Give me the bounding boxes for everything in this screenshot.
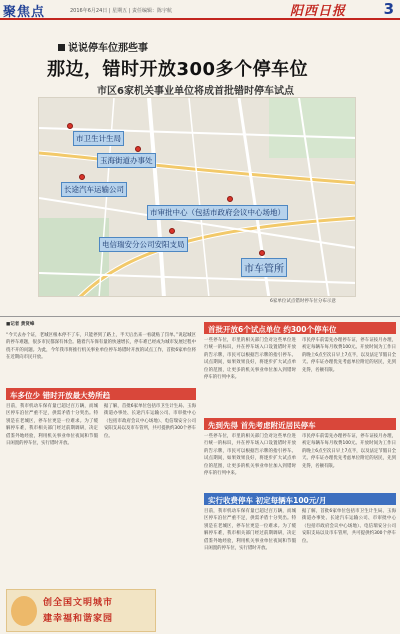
section-heading-1: 车多位少 错时开放最大势所趋 bbox=[6, 388, 196, 400]
body-column-5: 一些停车位，市里的相关部门会对这些单位进行统一的标识，并在停车场入口设置错时开放的告示牌，市民可以根据告示牌的指引停车。试点期间，如果效果良好，将逐步扩大试点单位的范围，让更多的机关事业单位加入到错时停车的行列中来。 bbox=[204, 434, 296, 477]
map-label-health-bureau: 市卫生计生局 bbox=[73, 131, 124, 146]
kicker-text: 说说停车位那些事 bbox=[68, 43, 148, 54]
section-heading-2: 首批开放6个试点单位 约300个停车位 bbox=[204, 322, 396, 334]
map-label-bus-company: 长途汽车运输公司 bbox=[61, 182, 127, 197]
map-pin-icon bbox=[169, 228, 175, 234]
map-pin-icon bbox=[227, 196, 233, 202]
map-label-vehicle-office: 市车管所 bbox=[241, 258, 287, 277]
body-column-4: 市民停车前需先办理停车证，停车证按月办理，初定每辆车每月收费100元。开放时间为工作日的晚上6点至次日早上7点半，以及法定节假日全天。停车证办理优先考虑单位附近的居民，先到先得，名额有限。 bbox=[302, 338, 396, 373]
public-service-ad bbox=[6, 589, 156, 632]
article-deck: 市区6家机关事业单位将成首批错时停车试点 bbox=[97, 86, 294, 97]
map-pin-icon bbox=[67, 123, 73, 129]
map-label-telecom-branch: 电信瑞安分公司安阳支局 bbox=[99, 237, 188, 252]
byline: ■记者 黄贤峰 bbox=[6, 322, 35, 327]
map-pin-icon bbox=[259, 250, 265, 256]
body-column-8: 据了解，首批6家单位包括市卫生计生局、玉海街道办事处、长途汽车运输公司、市审批中心（包括市政府会议中心场地）、电信瑞安分公司安阳支局以及市车管所，共可提供约300个停车位。 bbox=[302, 509, 396, 544]
map-label-approval-center: 市审批中心（包括市政府会议中心场地） bbox=[147, 205, 288, 220]
map-pin-icon bbox=[79, 174, 85, 180]
ad-line-1: 创全国文明城市 bbox=[43, 598, 114, 608]
flower-ornament-icon bbox=[11, 596, 37, 626]
newspaper-logo: 阳西日报 bbox=[290, 4, 347, 19]
body-column-1: 目前，我市机动车保有量已超过百万辆，而城区停车泊位严重不足，供需矛盾十分突出。特别是在老城区，停车位更是一位难求。为了缓解停车难，我市相关部门经过前期调研，决定借鉴外地经验，利用机关事业单位夜间和节假日闲置的停车位，实行错时开放。 bbox=[6, 404, 98, 447]
section-name: 聚焦点 bbox=[3, 5, 46, 20]
section-heading-3: 先到先得 首先考虑附近居民停车 bbox=[204, 418, 396, 430]
intro-paragraph: “今天去办个证，老城区根本停不了车，只能停到了路上，半天后出来一看就贴了罚单。”说起城区的停车难题，很多市民都深有体会。随着汽车保有量的快速增长，停车难已经成为城市发展过程中绕不开的问题。为此，今年我市将推行机关事业单位停车场错时开放的试点工作，首批6家单位将在近期向市民开放。 bbox=[6, 333, 196, 361]
body-column-7: 目前，我市机动车保有量已超过百万辆，而城区停车泊位严重不足，供需矛盾十分突出。特别是在老城区，停车位更是一位难求。为了缓解停车难，我市相关部门经过前期调研，决定借鉴外地经验，利用机关事业单位夜间和节假日闲置的停车位，实行错时开放。 bbox=[204, 509, 296, 552]
map-image bbox=[38, 97, 356, 297]
map-label-yuhai-office: 玉海街道办事处 bbox=[97, 153, 156, 168]
body-column-2: 据了解，首批6家单位包括市卫生计生局、玉海街道办事处、长途汽车运输公司、市审批中心（包括市政府会议中心场地）、电信瑞安分公司安阳支局以及市车管所，共可提供约300个停车位。 bbox=[104, 404, 196, 439]
map-pin-icon bbox=[135, 146, 141, 152]
page-header bbox=[0, 0, 400, 20]
article-kicker bbox=[58, 39, 148, 54]
section-divider bbox=[0, 316, 400, 317]
map-roads bbox=[39, 98, 356, 297]
square-bullet-icon bbox=[58, 44, 65, 51]
issue-meta: 2016年6月24日 | 星期五 | 责任编辑：陈宇航 bbox=[70, 8, 172, 14]
map-caption: 6家单位试点错时停车位分布示意 bbox=[270, 299, 336, 304]
body-column-6: 市民停车前需先办理停车证，停车证按月办理，初定每辆车每月收费100元。开放时间为工作日的晚上6点至次日早上7点半，以及法定节假日全天。停车证办理优先考虑单位附近的居民，先到先得，名额有限。 bbox=[302, 434, 396, 469]
article-headline: 那边，错时开放300多个停车位 bbox=[47, 59, 309, 80]
body-column-3: 一些停车位，市里的相关部门会对这些单位进行统一的标识，并在停车场入口设置错时开放的告示牌，市民可以根据告示牌的指引停车。试点期间，如果效果良好，将逐步扩大试点单位的范围，让更多的机关事业单位加入到错时停车的行列中来。 bbox=[204, 338, 296, 381]
section-heading-4: 实行收费停车 初定每辆车100元/月 bbox=[204, 493, 396, 505]
page-number: 3 bbox=[383, 0, 394, 18]
ad-line-2: 建幸福和谐家园 bbox=[43, 614, 114, 624]
